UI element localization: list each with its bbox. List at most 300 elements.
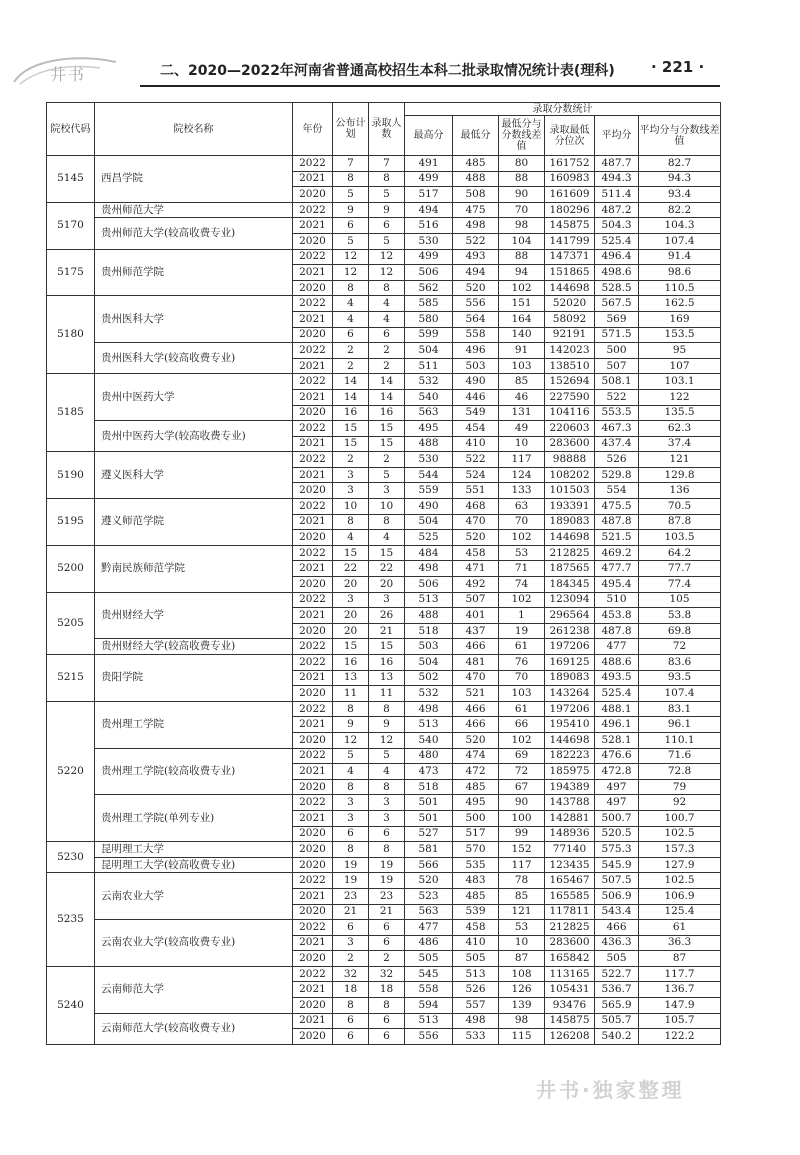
school-name: 贵州师范大学(较高收费专业) — [95, 218, 293, 249]
page-title: 二、2020—2022年河南省普通高校招生本科二批录取情况统计表(理科) — [160, 63, 615, 79]
avg-diff-cell: 83.1 — [639, 701, 721, 717]
avg-score-cell: 466 — [595, 920, 639, 936]
min-diff-cell: 71 — [499, 561, 545, 577]
max-score-cell: 490 — [405, 499, 453, 515]
max-score-cell: 563 — [405, 405, 453, 421]
plan-cell: 12 — [333, 249, 369, 265]
year-cell: 2020 — [293, 327, 333, 343]
min-diff-cell: 140 — [499, 327, 545, 343]
min-diff-cell: 61 — [499, 701, 545, 717]
publisher-logo — [10, 54, 120, 88]
max-score-cell: 477 — [405, 920, 453, 936]
avg-score-cell: 467.3 — [595, 421, 639, 437]
school-code: 5235 — [47, 873, 95, 967]
admitted-cell: 14 — [369, 389, 405, 405]
min-rank-cell: 93476 — [545, 998, 595, 1014]
min-rank-cell: 185975 — [545, 764, 595, 780]
min-score-cell: 522 — [453, 452, 499, 468]
header-max: 最高分 — [405, 116, 453, 156]
min-rank-cell: 212825 — [545, 545, 595, 561]
avg-score-cell: 436.3 — [595, 935, 639, 951]
max-score-cell: 502 — [405, 670, 453, 686]
min-rank-cell: 195410 — [545, 717, 595, 733]
admitted-cell: 8 — [369, 779, 405, 795]
min-rank-cell: 194389 — [545, 779, 595, 795]
min-diff-cell: 90 — [499, 187, 545, 203]
avg-score-cell: 554 — [595, 483, 639, 499]
min-score-cell: 490 — [453, 374, 499, 390]
max-score-cell: 503 — [405, 639, 453, 655]
admitted-cell: 13 — [369, 670, 405, 686]
plan-cell: 6 — [333, 920, 369, 936]
plan-cell: 14 — [333, 374, 369, 390]
avg-score-cell: 522.7 — [595, 966, 639, 982]
school-name: 贵州师范学院 — [95, 249, 293, 296]
max-score-cell: 513 — [405, 717, 453, 733]
min-diff-cell: 117 — [499, 452, 545, 468]
header-rank: 录取最低分位次 — [545, 116, 595, 156]
plan-cell: 12 — [333, 732, 369, 748]
school-name: 贵州医科大学 — [95, 296, 293, 343]
min-rank-cell: 187565 — [545, 561, 595, 577]
plan-cell: 4 — [333, 311, 369, 327]
avg-score-cell: 475.5 — [595, 499, 639, 515]
avg-diff-cell: 95 — [639, 343, 721, 359]
plan-cell: 8 — [333, 514, 369, 530]
min-score-cell: 475 — [453, 202, 499, 218]
school-name: 贵州中医药大学(较高收费专业) — [95, 421, 293, 452]
min-rank-cell: 189083 — [545, 514, 595, 530]
max-score-cell: 532 — [405, 686, 453, 702]
max-score-cell: 585 — [405, 296, 453, 312]
avg-score-cell: 498.6 — [595, 265, 639, 281]
table-row — [47, 920, 721, 936]
school-name: 西昌学院 — [95, 156, 293, 203]
avg-score-cell: 477.7 — [595, 561, 639, 577]
min-rank-cell: 108202 — [545, 467, 595, 483]
min-score-cell: 488 — [453, 171, 499, 187]
avg-diff-cell: 136.7 — [639, 982, 721, 998]
plan-cell: 20 — [333, 608, 369, 624]
plan-cell: 8 — [333, 998, 369, 1014]
plan-cell: 19 — [333, 873, 369, 889]
min-score-cell: 495 — [453, 795, 499, 811]
year-cell: 2022 — [293, 545, 333, 561]
year-cell: 2022 — [293, 296, 333, 312]
avg-score-cell: 525.4 — [595, 686, 639, 702]
avg-score-cell: 536.7 — [595, 982, 639, 998]
avg-score-cell: 526 — [595, 452, 639, 468]
year-cell: 2020 — [293, 233, 333, 249]
avg-score-cell: 569 — [595, 311, 639, 327]
page-number: · 221 · — [651, 58, 705, 76]
plan-cell: 15 — [333, 421, 369, 437]
max-score-cell: 594 — [405, 998, 453, 1014]
min-score-cell: 524 — [453, 467, 499, 483]
plan-cell: 5 — [333, 187, 369, 203]
max-score-cell: 562 — [405, 280, 453, 296]
min-rank-cell: 148936 — [545, 826, 595, 842]
year-cell: 2021 — [293, 265, 333, 281]
min-score-cell: 520 — [453, 732, 499, 748]
min-diff-cell: 10 — [499, 436, 545, 452]
header-code: 院校代码 — [47, 103, 95, 156]
avg-diff-cell: 122 — [639, 389, 721, 405]
avg-diff-cell: 147.9 — [639, 998, 721, 1014]
plan-cell: 14 — [333, 389, 369, 405]
year-cell: 2021 — [293, 670, 333, 686]
min-diff-cell: 70 — [499, 670, 545, 686]
min-diff-cell: 53 — [499, 920, 545, 936]
min-score-cell: 556 — [453, 296, 499, 312]
avg-diff-cell: 61 — [639, 920, 721, 936]
min-diff-cell: 102 — [499, 592, 545, 608]
min-diff-cell: 91 — [499, 343, 545, 359]
admitted-cell: 8 — [369, 998, 405, 1014]
min-rank-cell: 193391 — [545, 499, 595, 515]
min-diff-cell: 100 — [499, 810, 545, 826]
min-diff-cell: 49 — [499, 421, 545, 437]
header-avg-diff: 平均分与分数线差值 — [639, 116, 721, 156]
min-diff-cell: 80 — [499, 156, 545, 172]
admitted-cell: 8 — [369, 842, 405, 858]
year-cell: 2022 — [293, 499, 333, 515]
table-row — [47, 795, 721, 811]
admitted-cell: 5 — [369, 748, 405, 764]
min-score-cell: 474 — [453, 748, 499, 764]
min-score-cell: 401 — [453, 608, 499, 624]
min-rank-cell: 145875 — [545, 218, 595, 234]
year-cell: 2021 — [293, 311, 333, 327]
min-diff-cell: 152 — [499, 842, 545, 858]
avg-diff-cell: 79 — [639, 779, 721, 795]
min-rank-cell: 58092 — [545, 311, 595, 327]
admitted-cell: 12 — [369, 249, 405, 265]
plan-cell: 6 — [333, 1013, 369, 1029]
table-row — [47, 655, 721, 671]
max-score-cell: 513 — [405, 592, 453, 608]
min-rank-cell: 220603 — [545, 421, 595, 437]
min-diff-cell: 98 — [499, 218, 545, 234]
max-score-cell: 505 — [405, 951, 453, 967]
admitted-cell: 10 — [369, 499, 405, 515]
avg-diff-cell: 107.4 — [639, 233, 721, 249]
avg-score-cell: 528.1 — [595, 732, 639, 748]
page-header — [0, 50, 800, 90]
year-cell: 2021 — [293, 810, 333, 826]
header-admitted: 录取人数 — [369, 103, 405, 156]
year-cell: 2022 — [293, 421, 333, 437]
min-rank-cell: 212825 — [545, 920, 595, 936]
admitted-cell: 15 — [369, 421, 405, 437]
admitted-cell: 18 — [369, 982, 405, 998]
min-diff-cell: 78 — [499, 873, 545, 889]
min-rank-cell: 151865 — [545, 265, 595, 281]
admitted-cell: 3 — [369, 592, 405, 608]
min-rank-cell: 126208 — [545, 1029, 595, 1045]
plan-cell: 19 — [333, 857, 369, 873]
min-diff-cell: 102 — [499, 732, 545, 748]
year-cell: 2020 — [293, 1029, 333, 1045]
header-score-group: 录取分数统计 — [405, 103, 721, 116]
min-score-cell: 466 — [453, 639, 499, 655]
plan-cell: 6 — [333, 327, 369, 343]
plan-cell: 2 — [333, 951, 369, 967]
avg-score-cell: 496.1 — [595, 717, 639, 733]
admitted-cell: 2 — [369, 951, 405, 967]
avg-score-cell: 511.4 — [595, 187, 639, 203]
year-cell: 2020 — [293, 998, 333, 1014]
avg-diff-cell: 62.3 — [639, 421, 721, 437]
footer-watermark: 井书·独家整理 — [536, 1078, 685, 1102]
min-diff-cell: 131 — [499, 405, 545, 421]
table-row — [47, 639, 721, 655]
year-cell: 2021 — [293, 982, 333, 998]
year-cell: 2021 — [293, 935, 333, 951]
year-cell: 2020 — [293, 405, 333, 421]
table-row — [47, 592, 721, 608]
admitted-cell: 6 — [369, 327, 405, 343]
max-score-cell: 518 — [405, 623, 453, 639]
min-score-cell: 520 — [453, 530, 499, 546]
plan-cell: 8 — [333, 779, 369, 795]
avg-diff-cell: 82.7 — [639, 156, 721, 172]
avg-score-cell: 520.5 — [595, 826, 639, 842]
school-name: 昆明理工大学 — [95, 842, 293, 858]
avg-score-cell: 500.7 — [595, 810, 639, 826]
min-diff-cell: 98 — [499, 1013, 545, 1029]
plan-cell: 3 — [333, 467, 369, 483]
plan-cell: 16 — [333, 405, 369, 421]
min-score-cell: 458 — [453, 920, 499, 936]
avg-diff-cell: 77.7 — [639, 561, 721, 577]
min-diff-cell: 108 — [499, 966, 545, 982]
min-score-cell: 558 — [453, 327, 499, 343]
year-cell: 2022 — [293, 795, 333, 811]
admitted-cell: 26 — [369, 608, 405, 624]
plan-cell: 15 — [333, 545, 369, 561]
school-code: 5180 — [47, 296, 95, 374]
avg-score-cell: 521.5 — [595, 530, 639, 546]
admitted-cell: 19 — [369, 857, 405, 873]
min-score-cell: 492 — [453, 577, 499, 593]
year-cell: 2022 — [293, 701, 333, 717]
max-score-cell: 523 — [405, 888, 453, 904]
min-diff-cell: 104 — [499, 233, 545, 249]
avg-diff-cell: 83.6 — [639, 655, 721, 671]
avg-score-cell: 553.5 — [595, 405, 639, 421]
school-code: 5145 — [47, 156, 95, 203]
min-diff-cell: 19 — [499, 623, 545, 639]
min-score-cell: 472 — [453, 764, 499, 780]
admitted-cell: 23 — [369, 888, 405, 904]
year-cell: 2021 — [293, 561, 333, 577]
avg-score-cell: 453.8 — [595, 608, 639, 624]
avg-diff-cell: 127.9 — [639, 857, 721, 873]
min-score-cell: 493 — [453, 249, 499, 265]
school-name: 贵州师范大学 — [95, 202, 293, 218]
min-rank-cell: 144698 — [545, 280, 595, 296]
header-plan: 公布计划 — [333, 103, 369, 156]
avg-diff-cell: 169 — [639, 311, 721, 327]
min-rank-cell: 52020 — [545, 296, 595, 312]
min-score-cell: 437 — [453, 623, 499, 639]
max-score-cell: 504 — [405, 655, 453, 671]
year-cell: 2022 — [293, 452, 333, 468]
avg-diff-cell: 82.2 — [639, 202, 721, 218]
table-row — [47, 1013, 721, 1029]
min-rank-cell: 283600 — [545, 436, 595, 452]
table-row — [47, 218, 721, 234]
min-rank-cell: 227590 — [545, 389, 595, 405]
min-score-cell: 470 — [453, 514, 499, 530]
year-cell: 2022 — [293, 655, 333, 671]
max-score-cell: 532 — [405, 374, 453, 390]
plan-cell: 3 — [333, 935, 369, 951]
min-score-cell: 458 — [453, 545, 499, 561]
plan-cell: 2 — [333, 452, 369, 468]
table-row — [47, 296, 721, 312]
min-score-cell: 466 — [453, 701, 499, 717]
school-name: 遵义医科大学 — [95, 452, 293, 499]
year-cell: 2022 — [293, 639, 333, 655]
min-score-cell: 521 — [453, 686, 499, 702]
admitted-cell: 6 — [369, 920, 405, 936]
min-diff-cell: 117 — [499, 857, 545, 873]
max-score-cell: 559 — [405, 483, 453, 499]
min-rank-cell: 197206 — [545, 701, 595, 717]
min-score-cell: 500 — [453, 810, 499, 826]
max-score-cell: 498 — [405, 561, 453, 577]
admitted-cell: 12 — [369, 732, 405, 748]
plan-cell: 2 — [333, 343, 369, 359]
table-row — [47, 343, 721, 359]
admitted-cell: 14 — [369, 374, 405, 390]
max-score-cell: 580 — [405, 311, 453, 327]
max-score-cell: 530 — [405, 233, 453, 249]
min-diff-cell: 121 — [499, 904, 545, 920]
min-score-cell: 526 — [453, 982, 499, 998]
plan-cell: 8 — [333, 842, 369, 858]
year-cell: 2020 — [293, 842, 333, 858]
year-cell: 2022 — [293, 343, 333, 359]
min-score-cell: 513 — [453, 966, 499, 982]
plan-cell: 10 — [333, 499, 369, 515]
plan-cell: 15 — [333, 639, 369, 655]
min-diff-cell: 66 — [499, 717, 545, 733]
min-score-cell: 508 — [453, 187, 499, 203]
admitted-cell: 12 — [369, 265, 405, 281]
min-rank-cell: 197206 — [545, 639, 595, 655]
year-cell: 2021 — [293, 358, 333, 374]
min-diff-cell: 102 — [499, 280, 545, 296]
avg-score-cell: 567.5 — [595, 296, 639, 312]
avg-diff-cell: 103.5 — [639, 530, 721, 546]
min-rank-cell: 283600 — [545, 935, 595, 951]
max-score-cell: 499 — [405, 171, 453, 187]
table-row — [47, 545, 721, 561]
min-diff-cell: 69 — [499, 748, 545, 764]
min-score-cell: 557 — [453, 998, 499, 1014]
min-diff-cell: 90 — [499, 795, 545, 811]
header-year: 年份 — [293, 103, 333, 156]
avg-score-cell: 529.8 — [595, 467, 639, 483]
admitted-cell: 21 — [369, 904, 405, 920]
avg-score-cell: 575.3 — [595, 842, 639, 858]
admission-table — [46, 102, 721, 1045]
school-code: 5190 — [47, 452, 95, 499]
min-rank-cell: 105431 — [545, 982, 595, 998]
avg-diff-cell: 91.4 — [639, 249, 721, 265]
max-score-cell: 517 — [405, 187, 453, 203]
min-rank-cell: 145875 — [545, 1013, 595, 1029]
admitted-cell: 32 — [369, 966, 405, 982]
admitted-cell: 2 — [369, 452, 405, 468]
year-cell: 2020 — [293, 623, 333, 639]
min-rank-cell: 261238 — [545, 623, 595, 639]
avg-score-cell: 496.4 — [595, 249, 639, 265]
year-cell: 2022 — [293, 873, 333, 889]
max-score-cell: 506 — [405, 577, 453, 593]
min-rank-cell: 92191 — [545, 327, 595, 343]
min-diff-cell: 99 — [499, 826, 545, 842]
min-rank-cell: 165842 — [545, 951, 595, 967]
min-score-cell: 570 — [453, 842, 499, 858]
min-diff-cell: 76 — [499, 655, 545, 671]
max-score-cell: 501 — [405, 795, 453, 811]
year-cell: 2022 — [293, 249, 333, 265]
min-rank-cell: 160983 — [545, 171, 595, 187]
min-score-cell: 549 — [453, 405, 499, 421]
table-row — [47, 156, 721, 172]
min-rank-cell: 184345 — [545, 577, 595, 593]
admitted-cell: 15 — [369, 436, 405, 452]
year-cell: 2020 — [293, 187, 333, 203]
avg-score-cell: 487.7 — [595, 156, 639, 172]
min-diff-cell: 124 — [499, 467, 545, 483]
avg-score-cell: 487.8 — [595, 623, 639, 639]
min-diff-cell: 88 — [499, 249, 545, 265]
avg-score-cell: 488.1 — [595, 701, 639, 717]
min-score-cell: 498 — [453, 1013, 499, 1029]
plan-cell: 5 — [333, 233, 369, 249]
avg-diff-cell: 87.8 — [639, 514, 721, 530]
min-score-cell: 507 — [453, 592, 499, 608]
min-score-cell: 494 — [453, 265, 499, 281]
year-cell: 2021 — [293, 389, 333, 405]
table-row — [47, 202, 721, 218]
year-cell: 2021 — [293, 608, 333, 624]
max-score-cell: 488 — [405, 608, 453, 624]
avg-diff-cell: 135.5 — [639, 405, 721, 421]
plan-cell: 9 — [333, 202, 369, 218]
avg-score-cell: 477 — [595, 639, 639, 655]
max-score-cell: 581 — [405, 842, 453, 858]
admitted-cell: 6 — [369, 935, 405, 951]
year-cell: 2021 — [293, 436, 333, 452]
year-cell: 2021 — [293, 717, 333, 733]
year-cell: 2020 — [293, 732, 333, 748]
table-row — [47, 966, 721, 982]
min-rank-cell: 98888 — [545, 452, 595, 468]
max-score-cell: 501 — [405, 810, 453, 826]
avg-score-cell: 543.4 — [595, 904, 639, 920]
min-rank-cell: 189083 — [545, 670, 595, 686]
admitted-cell: 5 — [369, 187, 405, 203]
min-rank-cell: 165585 — [545, 888, 595, 904]
year-cell: 2022 — [293, 592, 333, 608]
max-score-cell: 491 — [405, 156, 453, 172]
